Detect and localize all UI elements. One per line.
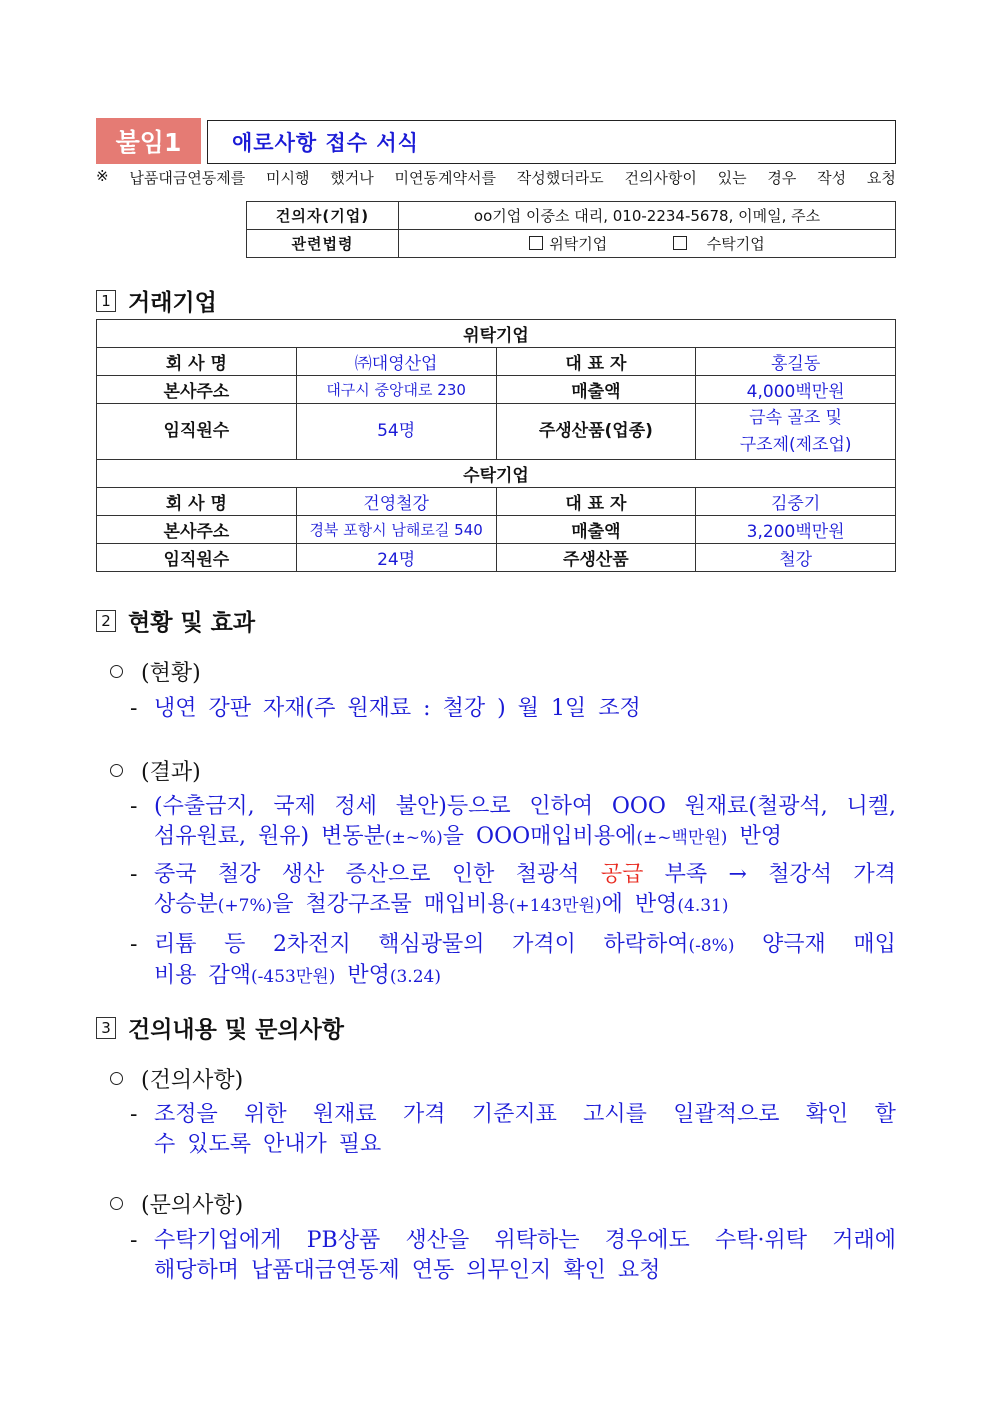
word: 생산: [281, 862, 325, 887]
word: 있도록: [187, 1132, 252, 1157]
word: 반영(3.24): [347, 963, 441, 988]
dash-marker: -: [130, 1102, 138, 1127]
word: 필요: [338, 1132, 382, 1157]
inquiry-item: [130, 1226, 896, 1286]
word: 매입: [853, 932, 896, 957]
proposal-bullet: [110, 1063, 243, 1094]
word: 조정을: [154, 1102, 218, 1127]
section-2-number: 2: [96, 610, 116, 632]
consignor-product-line2: 구조제(제조업): [739, 434, 852, 455]
word: 납품대금연동제를: [129, 169, 246, 187]
proposer-value: oo기업 이중소 대리, 010-2234-5678, 이메일, 주소: [399, 202, 896, 230]
circle-bullet-icon: [110, 665, 123, 678]
word: 인하여: [529, 794, 594, 819]
consignor-sales: 4,000백만원: [696, 376, 896, 404]
word: 부족: [664, 862, 708, 887]
proposer-table: [246, 201, 896, 258]
word: 확인: [805, 1102, 849, 1127]
word: 조정: [598, 696, 641, 721]
result-item-2-line-2: [130, 890, 896, 921]
status-item: [130, 694, 896, 724]
result-item-2-line-1: [130, 860, 896, 890]
attachment-badge: 붙임1: [96, 118, 201, 164]
consignor-employees: 54명: [296, 404, 496, 460]
circle-bullet-icon: [110, 1072, 123, 1085]
word: PB상품: [306, 1228, 381, 1253]
word: 자재(주: [263, 696, 336, 721]
word: 요청: [866, 169, 896, 187]
circle-bullet-icon: [110, 764, 123, 777]
word: ※: [96, 167, 109, 185]
word: 강판: [208, 696, 252, 721]
word: 불안)등으로: [395, 794, 511, 819]
dash-marker: -: [130, 696, 138, 721]
word: 가격: [853, 862, 896, 887]
result-item-1-line-1: [130, 792, 896, 822]
inquiry-line-1: [130, 1226, 896, 1256]
word: 위탁하는: [494, 1228, 580, 1253]
result-item-3: [130, 930, 896, 992]
consignee-group-header: 수탁기업: [97, 460, 896, 488]
word: 고시를: [583, 1102, 647, 1127]
inquiry-line-2: [130, 1256, 896, 1286]
word: 경우: [767, 169, 797, 187]
word: 2차전지: [272, 932, 351, 957]
word: 작성: [817, 169, 847, 187]
proposal-line-1: [130, 1100, 896, 1130]
option-consignee-label: 수탁기업: [706, 235, 765, 253]
word: 안내가: [263, 1132, 327, 1157]
consignee-sales-label: 매출액: [496, 516, 696, 544]
dash-marker: -: [130, 794, 138, 819]
consignor-product: [696, 404, 896, 460]
word: OOO매입비용에(±~백만원): [476, 824, 728, 849]
dash-marker: -: [130, 1228, 138, 1253]
word: 경우에도: [604, 1228, 690, 1253]
word: 양극재: [762, 932, 826, 957]
word: 냉연: [154, 696, 197, 721]
consignee-employees: 24명: [296, 544, 496, 572]
inquiry-label: (문의사항): [141, 1193, 244, 1218]
consignor-group-header: 위탁기업: [97, 320, 896, 348]
status-item-text: [130, 694, 896, 724]
result-bullet: [110, 755, 201, 786]
section-2-heading: [96, 604, 255, 637]
word: 비용: [154, 963, 197, 988]
result-item-3-line-1: [130, 930, 896, 961]
status-bullet: [110, 656, 201, 687]
word: 납품대금연동제: [251, 1258, 400, 1283]
dash-marker: -: [130, 932, 138, 957]
word: 매입비용(+143만원)에: [423, 892, 623, 917]
word: 인한: [451, 862, 495, 887]
word: 연동: [411, 1258, 455, 1283]
word: 중국: [154, 862, 197, 887]
word: 철강석: [768, 862, 833, 887]
word: 1일: [550, 696, 587, 721]
consignee-product: 철강: [696, 544, 896, 572]
word: 리튬: [154, 932, 197, 957]
word: 하락하여(-8%): [603, 932, 735, 957]
option-consignor-label: 위탁기업: [549, 235, 608, 253]
result-label: (결과): [141, 760, 201, 785]
law-options: [399, 230, 896, 258]
result-item-1-line-2: [130, 822, 896, 853]
word: 핵심광물의: [378, 932, 485, 957]
supply-highlight: 공급: [600, 862, 644, 887]
result-item-1: [130, 792, 896, 853]
word: 건의사항이: [624, 169, 697, 187]
checkbox-consignor[interactable]: [529, 236, 543, 250]
section-2-title: 현황 및 효과: [128, 610, 256, 636]
consignor-address: 대구시 중앙대로 230: [296, 376, 496, 404]
checkbox-consignee[interactable]: [673, 236, 687, 250]
consignor-product-label: 주생산품(업종): [496, 404, 696, 460]
word: :: [423, 696, 431, 721]
word: 확인: [563, 1258, 606, 1283]
word: 원재료(철광석,: [684, 794, 828, 819]
business-table: [96, 319, 896, 572]
notice-text: [96, 167, 896, 188]
word: 미연동계약서를: [394, 169, 496, 187]
consignee-employees-label: 임직원수: [97, 544, 297, 572]
word: 해당하며: [154, 1258, 240, 1283]
section-1-heading: [96, 284, 217, 317]
word: 일괄적으로: [673, 1102, 780, 1127]
proposal-line-2: [130, 1130, 896, 1160]
word: 가격이: [512, 932, 576, 957]
proposal-item: [130, 1100, 896, 1160]
consignor-product-line1: 금속 골조 및: [749, 407, 843, 428]
consignee-ceo: 김중기: [696, 488, 896, 516]
consignor-ceo-label: 대 표 자: [496, 348, 696, 376]
word: 월: [517, 696, 539, 721]
law-label: 관련법령: [247, 230, 399, 258]
word: 정세: [334, 794, 378, 819]
word: 반영: [739, 824, 782, 849]
consignor-company: ㈜대영산업: [296, 348, 496, 376]
word: 증산으로: [345, 862, 431, 887]
dash-marker: -: [130, 862, 138, 887]
consignee-address-label: 본사주소: [97, 516, 297, 544]
word: 철강: [217, 862, 261, 887]
word: 철광석: [515, 862, 580, 887]
proposer-label: 건의자(기업): [247, 202, 399, 230]
circle-bullet-icon: [110, 1197, 123, 1210]
word: 기준지표: [471, 1102, 557, 1127]
word: 작성했더라도: [516, 169, 604, 187]
consignor-employees-label: 임직원수: [97, 404, 297, 460]
section-3-title: 건의내용 및 문의사항: [128, 1017, 344, 1043]
consignee-company-label: 회 사 명: [97, 488, 297, 516]
consignee-ceo-label: 대 표 자: [496, 488, 696, 516]
word: 위한: [244, 1102, 287, 1127]
result-item-2: [130, 860, 896, 921]
section-3-heading: [96, 1011, 344, 1044]
word: 수: [154, 1132, 176, 1157]
section-1-title: 거래기업: [128, 290, 217, 316]
consignee-address: 경북 포항시 남해로길 540: [296, 516, 496, 544]
word: 거래에: [832, 1228, 896, 1253]
word: 했거나: [330, 169, 374, 187]
word: 수탁·위탁: [714, 1228, 807, 1253]
consignor-company-label: 회 사 명: [97, 348, 297, 376]
word: 등: [224, 932, 246, 957]
word: →: [728, 862, 747, 887]
word: 니켈,: [846, 794, 896, 819]
word: 반영(4.31): [634, 892, 729, 917]
word: 의무인지: [466, 1258, 552, 1283]
section-3-number: 3: [96, 1017, 116, 1039]
word: 철강구조물: [305, 892, 412, 917]
word: 있는: [717, 169, 747, 187]
word: OOO: [611, 794, 666, 819]
proposal-label: (건의사항): [141, 1068, 244, 1093]
word: 국제: [273, 794, 316, 819]
consignor-address-label: 본사주소: [97, 376, 297, 404]
inquiry-bullet: [110, 1188, 243, 1219]
section-1-number: 1: [96, 290, 116, 312]
word: 수탁기업에게: [154, 1228, 282, 1253]
word: 원유): [258, 824, 310, 849]
status-label: (현황): [141, 661, 201, 686]
word: 원재료: [312, 1102, 377, 1127]
word: 섬유원료,: [154, 824, 247, 849]
consignee-sales: 3,200백만원: [696, 516, 896, 544]
consignor-sales-label: 매출액: [496, 376, 696, 404]
word: 원재료: [347, 696, 412, 721]
word: 철강: [442, 696, 486, 721]
word: 가격: [402, 1102, 446, 1127]
consignee-company: 건영철강: [296, 488, 496, 516]
word: 감액(-453만원): [208, 963, 336, 988]
consignor-ceo: 홍길동: [696, 348, 896, 376]
word: 할: [874, 1102, 896, 1127]
word: 변동분(±~%)을: [321, 824, 465, 849]
result-item-3-line-2: [130, 961, 896, 992]
word: ): [497, 696, 506, 721]
word: 생산을: [405, 1228, 470, 1253]
word: (수출금지,: [154, 794, 255, 819]
consignee-product-label: 주생산품: [496, 544, 696, 572]
form-title: 애로사항 접수 서식: [207, 120, 896, 164]
word: 요청: [617, 1258, 661, 1283]
word: 상승분(+7%)을: [154, 892, 294, 917]
word: 미시행: [266, 169, 310, 187]
